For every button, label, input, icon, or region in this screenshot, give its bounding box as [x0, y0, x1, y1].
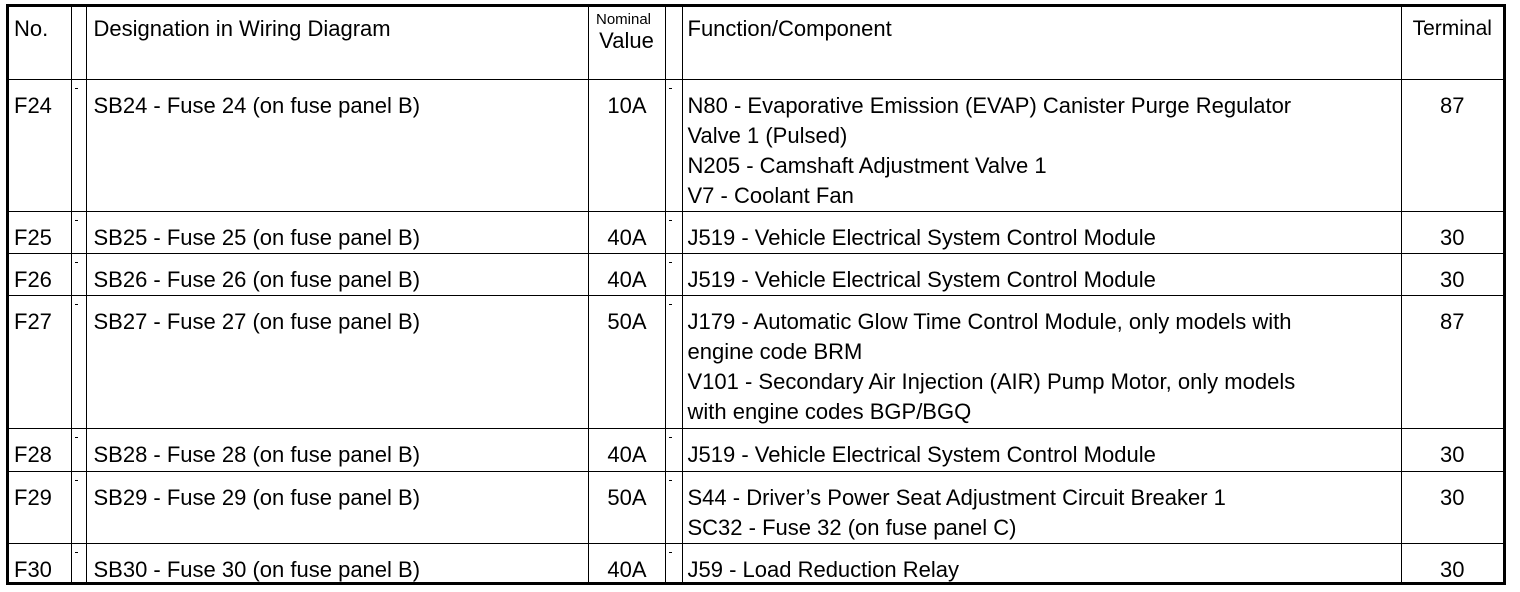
- table-row: [9, 79, 1503, 211]
- spacer-cell: [665, 428, 682, 471]
- header-nominal-label: Nominal: [595, 11, 652, 28]
- row-no: F28: [9, 428, 71, 471]
- function-line: N205 - Camshaft Adjustment Valve 1: [687, 152, 1047, 178]
- row-no: F30: [9, 543, 71, 585]
- spacer-cell: [71, 7, 86, 79]
- tick-mark: [669, 262, 672, 263]
- table-header-row: [9, 7, 1503, 79]
- row-no: F26: [9, 253, 71, 295]
- row-function: [682, 253, 1401, 295]
- header-terminal: Terminal: [1401, 7, 1503, 79]
- function-line: with engine codes BGP/BGQ: [687, 398, 972, 424]
- table-row: [9, 471, 1503, 543]
- row-value: 50A: [588, 471, 665, 543]
- row-no: F24: [9, 79, 71, 211]
- tick-mark: [669, 220, 672, 221]
- row-no: F25: [9, 211, 71, 253]
- function-line: V101 - Secondary Air Injection (AIR) Pump Motor, only models: [687, 368, 1296, 394]
- table-row: [9, 253, 1503, 295]
- spacer-cell: [71, 79, 86, 211]
- spacer-cell: [71, 295, 86, 428]
- row-function: [682, 428, 1401, 471]
- function-line: engine code BRM: [687, 338, 863, 364]
- row-no: F29: [9, 471, 71, 543]
- tick-mark: [669, 88, 672, 89]
- tick-mark: [669, 480, 672, 481]
- spacer-cell: [71, 471, 86, 543]
- spacer-cell: [71, 211, 86, 253]
- row-function: [682, 79, 1401, 211]
- row-value: 50A: [588, 295, 665, 428]
- tick-mark: [75, 262, 78, 263]
- tick-mark: [669, 437, 672, 438]
- row-designation: SB27 - Fuse 27 (on fuse panel B): [86, 295, 588, 428]
- tick-mark: [75, 552, 78, 553]
- row-no: F27: [9, 295, 71, 428]
- row-value: 40A: [588, 543, 665, 585]
- row-terminal: 30: [1401, 253, 1503, 295]
- spacer-cell: [665, 471, 682, 543]
- row-terminal: 30: [1401, 428, 1503, 471]
- function-line: J519 - Vehicle Electrical System Control Module: [687, 441, 1156, 467]
- function-line: SC32 - Fuse 32 (on fuse panel C): [687, 514, 1017, 540]
- row-designation: SB25 - Fuse 25 (on fuse panel B): [86, 211, 588, 253]
- row-designation: SB26 - Fuse 26 (on fuse panel B): [86, 253, 588, 295]
- row-value: 10A: [588, 79, 665, 211]
- row-terminal: 87: [1401, 79, 1503, 211]
- spacer-cell: [665, 211, 682, 253]
- row-value: 40A: [588, 211, 665, 253]
- tick-mark: [75, 88, 78, 89]
- function-line: J179 - Automatic Glow Time Control Module, only models with: [687, 308, 1292, 334]
- spacer-cell: [71, 428, 86, 471]
- row-terminal: 30: [1401, 211, 1503, 253]
- function-line: J519 - Vehicle Electrical System Control Module: [687, 266, 1156, 292]
- row-function: [682, 471, 1401, 543]
- fuse-table: [9, 7, 1503, 585]
- spacer-cell: [71, 253, 86, 295]
- row-designation: SB28 - Fuse 28 (on fuse panel B): [86, 428, 588, 471]
- row-designation: SB24 - Fuse 24 (on fuse panel B): [86, 79, 588, 211]
- table-row: [9, 211, 1503, 253]
- table-row: [9, 428, 1503, 471]
- spacer-cell: [71, 543, 86, 585]
- header-no: No.: [9, 7, 71, 79]
- spacer-cell: [665, 295, 682, 428]
- table-row: [9, 295, 1503, 428]
- function-line: J519 - Vehicle Electrical System Control Module: [687, 224, 1156, 250]
- function-line: S44 - Driver’s Power Seat Adjustment Circuit Breaker 1: [687, 484, 1226, 510]
- spacer-cell: [665, 253, 682, 295]
- tick-mark: [75, 304, 78, 305]
- row-terminal: 30: [1401, 543, 1503, 585]
- function-line: J59 - Load Reduction Relay: [687, 556, 959, 582]
- row-value: 40A: [588, 253, 665, 295]
- header-designation: Designation in Wiring Diagram: [86, 7, 588, 79]
- tick-mark: [75, 220, 78, 221]
- row-value: 40A: [588, 428, 665, 471]
- row-designation: SB29 - Fuse 29 (on fuse panel B): [86, 471, 588, 543]
- spacer-cell: [665, 79, 682, 211]
- row-terminal: 30: [1401, 471, 1503, 543]
- tick-mark: [669, 304, 672, 305]
- row-function: [682, 211, 1401, 253]
- table-row: [9, 543, 1503, 585]
- row-designation: SB30 - Fuse 30 (on fuse panel B): [86, 543, 588, 585]
- spacer-cell: [665, 543, 682, 585]
- fuse-table-document: [6, 4, 1506, 585]
- row-terminal: 87: [1401, 295, 1503, 428]
- tick-mark: [75, 480, 78, 481]
- header-function: Function/Component: [682, 7, 1401, 79]
- row-function: [682, 543, 1401, 585]
- function-line: N80 - Evaporative Emission (EVAP) Canister Purge Regulator: [687, 92, 1292, 118]
- function-line: Valve 1 (Pulsed): [687, 122, 848, 148]
- header-value-label: Value: [599, 28, 654, 53]
- function-line: V7 - Coolant Fan: [687, 182, 854, 208]
- header-nominal-value: [588, 7, 665, 79]
- tick-mark: [75, 437, 78, 438]
- spacer-cell: [665, 7, 682, 79]
- row-function: [682, 295, 1401, 428]
- tick-mark: [669, 552, 672, 553]
